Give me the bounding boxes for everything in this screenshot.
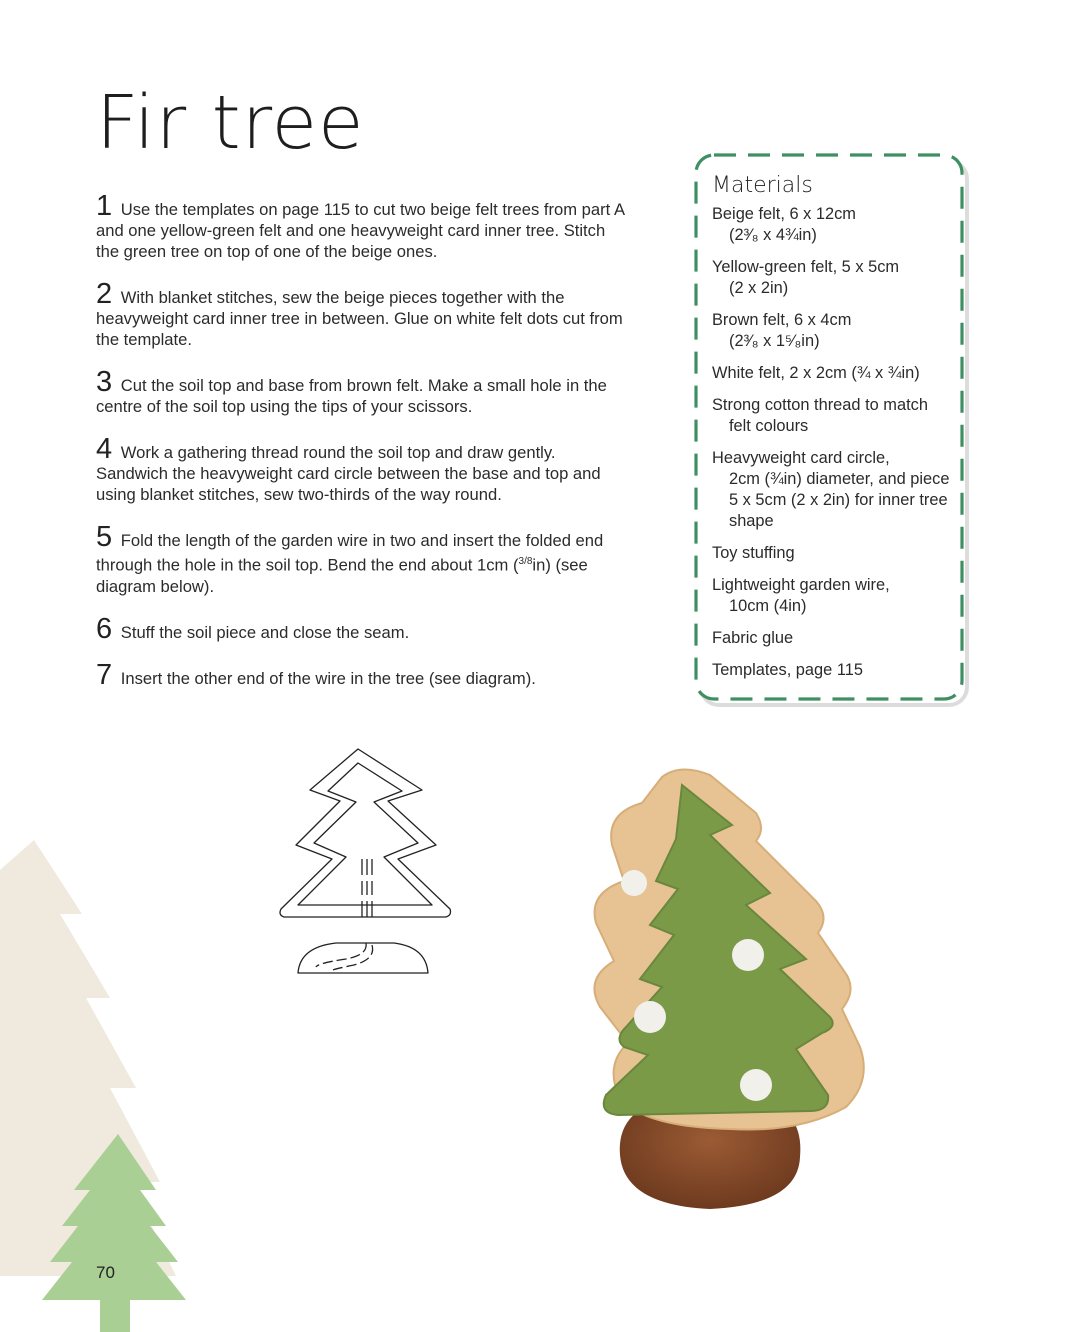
step-text: Cut the soil top and base from brown felt. Make a small hole in the centre of the soil top using the tips of your scissors. xyxy=(96,376,607,416)
step-2 xyxy=(96,278,626,350)
material-item xyxy=(712,660,962,681)
material-text-cont: 10cm (4in) xyxy=(729,597,807,615)
step-4 xyxy=(96,433,626,505)
material-text: Heavyweight card circle, xyxy=(712,449,890,467)
tree-diagram xyxy=(276,745,456,980)
material-text: Beige felt, 6 x 12cm xyxy=(712,205,856,223)
material-text: Yellow-green felt, 5 x 5cm xyxy=(712,258,900,276)
step-text: Fold the length of the garden wire in two and insert the folded end through the hole in the soil top. Bend the end about 1cm ( xyxy=(96,531,604,575)
felt-tree-photo xyxy=(560,765,890,1245)
material-text-cont: (2³⁄₈ x 1⁵⁄₈in) xyxy=(729,332,820,350)
step-text-cont: in) (see diagram below). xyxy=(96,555,588,596)
material-item xyxy=(712,543,962,564)
step-1 xyxy=(96,190,626,262)
material-text-cont: 2cm (¾in) diameter, and piece 5 x 5cm (2 x 2in) for inner tree shape xyxy=(729,470,950,530)
materials-box xyxy=(694,153,964,701)
background-trees xyxy=(0,830,200,1332)
fraction: 3/8 xyxy=(518,556,533,567)
material-text-cont: (2³⁄₈ x 4¾in) xyxy=(729,226,817,244)
materials-title: Materials xyxy=(712,173,813,198)
step-number: 3 xyxy=(96,366,113,398)
instruction-steps xyxy=(96,190,626,711)
page-title: Fir tree xyxy=(96,80,365,166)
step-number: 1 xyxy=(96,190,113,222)
step-5 xyxy=(96,521,626,597)
step-7 xyxy=(96,658,626,691)
step-text: Work a gathering thread round the soil top and draw gently. Sandwich the heavyweight card circle between the base and top and using blanket stitches, sew two-thirds of the way round. xyxy=(96,443,601,504)
material-text: Fabric glue xyxy=(712,629,794,647)
material-item xyxy=(712,257,962,299)
materials-content xyxy=(712,173,962,692)
step-number: 7 xyxy=(96,658,113,691)
step-number: 2 xyxy=(96,278,113,310)
material-text: Strong cotton thread to match xyxy=(712,396,928,414)
step-text: With blanket stitches, sew the beige pieces together with the heavyweight card inner tree in between. Glue on white felt dots cut from the template. xyxy=(96,288,623,349)
page-number: 70 xyxy=(96,1263,115,1282)
step-text: Use the templates on page 115 to cut two beige felt trees from part A and one yellow-green felt and one heavyweight card inner tree. Stitch the green tree on top of one of the beige ones. xyxy=(96,200,625,261)
material-text: White felt, 2 x 2cm (¾ x ¾in) xyxy=(712,364,920,382)
material-text-cont: felt colours xyxy=(729,417,809,435)
material-text-cont: (2 x 2in) xyxy=(729,279,789,297)
material-item xyxy=(712,395,962,437)
step-text: Stuff the soil piece and close the seam. xyxy=(120,622,410,642)
material-text: Lightweight garden wire, xyxy=(712,576,890,594)
material-item xyxy=(712,204,962,246)
material-item xyxy=(712,448,962,532)
step-number: 5 xyxy=(96,521,113,553)
material-item xyxy=(712,575,962,617)
step-3 xyxy=(96,366,626,417)
step-number: 6 xyxy=(96,612,113,645)
step-text: Insert the other end of the wire in the tree (see diagram). xyxy=(120,668,536,688)
material-item xyxy=(712,310,962,352)
step-6 xyxy=(96,612,626,645)
step-number: 4 xyxy=(96,433,113,465)
material-item xyxy=(712,628,962,649)
material-text: Toy stuffing xyxy=(712,544,795,562)
material-text: Templates, page 115 xyxy=(712,661,863,679)
material-item xyxy=(712,363,962,384)
material-text: Brown felt, 6 x 4cm xyxy=(712,311,852,329)
